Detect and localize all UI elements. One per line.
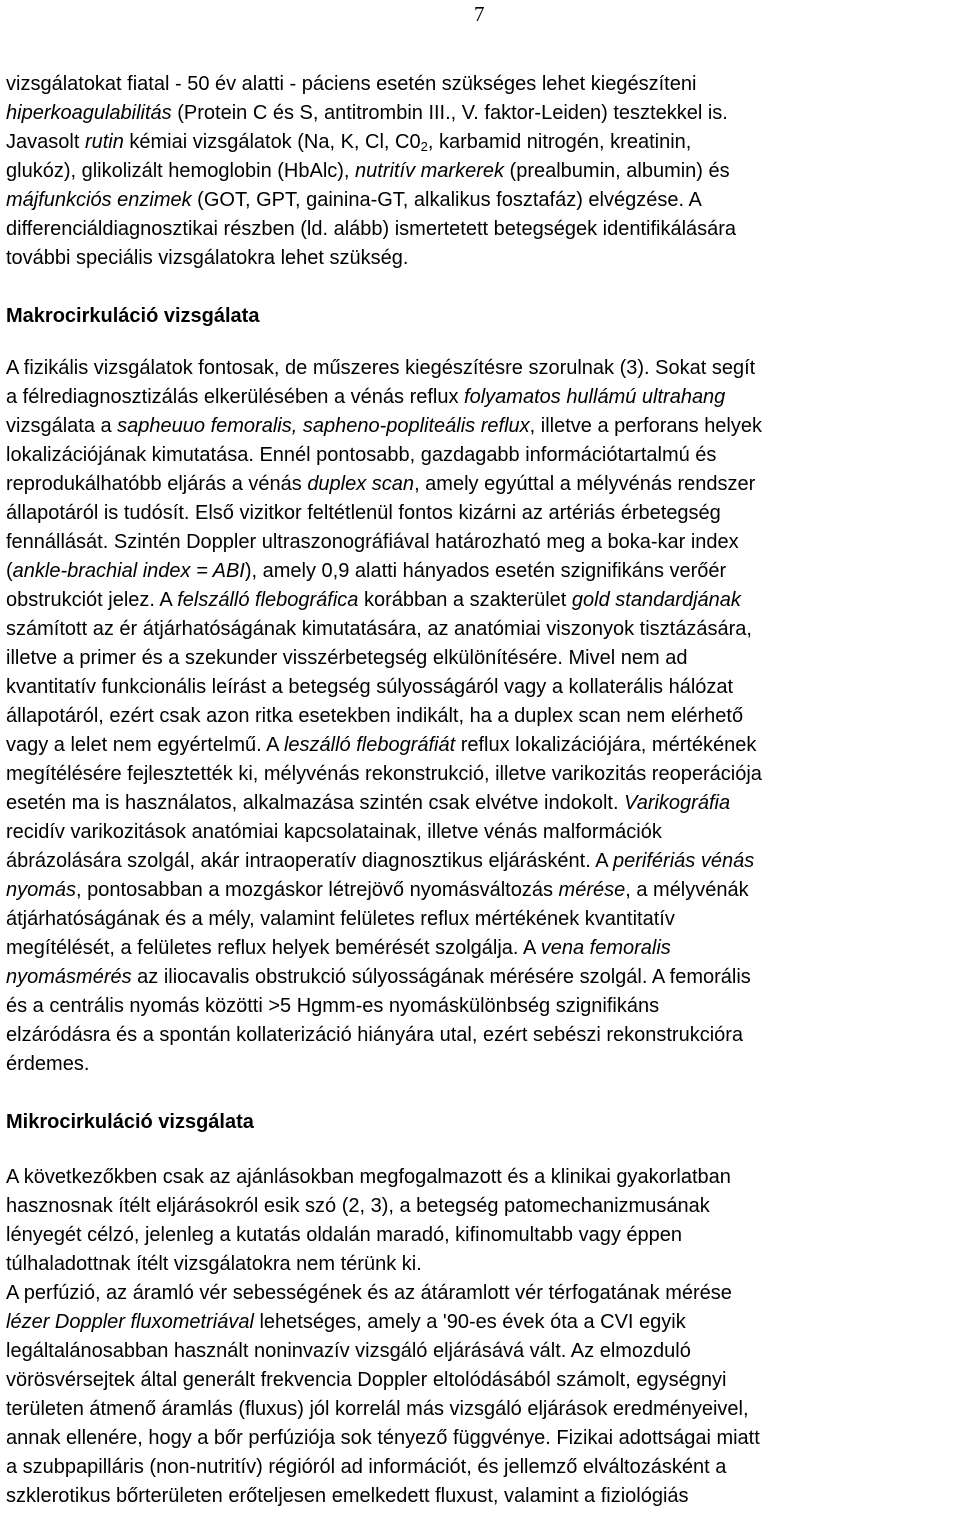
italic-text: nutritív markerek (355, 160, 504, 182)
text-line (6, 383, 958, 412)
text-span: az iliocavalis obstrukció súlyosságának mérésére szolgál. A femorális (131, 966, 751, 988)
text-span: állapotáról, ezért csak azon ritka esetekben indikált, ha a duplex scan nem elérhető (6, 705, 744, 727)
text-line (6, 557, 958, 586)
italic-text: leszálló flebográfiát (283, 734, 456, 756)
text-span: túlhaladottnak ítélt vizsgálatokra nem térünk ki. (6, 1253, 422, 1275)
text-line (6, 615, 958, 644)
text-line (6, 905, 958, 934)
text-line (6, 1021, 958, 1050)
text-span: a szubpapilláris (non-nutritív) régióról ad információt, és jellemző elváltozásként a (6, 1456, 727, 1478)
text-span: szklerotikus bőrterületen erőteljesen emelkedett fluxust, valamint a fiziológiás (6, 1485, 689, 1507)
italic-text: felszálló flebográfica (177, 589, 359, 611)
italic-text: májfunkciós enzimek (6, 189, 192, 211)
text-span: elzáródásra és a spontán kollaterizáció hiányára utal, ezért sebészi rekonstrukcióra (6, 1024, 744, 1046)
italic-text: Varikográfia (624, 792, 731, 814)
page-number: 7 (474, 2, 485, 26)
text-span: a félrediagnosztizálás elkerülésében a vénás reflux (6, 386, 465, 408)
text-span: további speciális vizsgálatokra lehet szükség. (6, 247, 409, 269)
text-line (6, 1192, 958, 1221)
text-span: illetve a primer és a szekunder visszérbetegség elkülönítésére. Mivel nem ad (6, 647, 688, 669)
text-line (6, 789, 958, 818)
text-span: A perfúzió, az áramló vér sebességének és az átáramlott vér térfogatának mérése (6, 1282, 732, 1304)
text-span: megítélését, a felületes reflux helyek bemérését szolgálja. A (6, 937, 541, 959)
document-body (6, 70, 958, 1511)
italic-text: hiperkoagulabilitás (6, 102, 172, 124)
text-line (6, 731, 958, 760)
text-line (6, 99, 958, 128)
text-line (6, 992, 958, 1021)
text-line (6, 760, 958, 789)
italic-text: mérése (558, 879, 626, 901)
text-span: (prealbumin, albumin) és (503, 160, 730, 182)
text-span: vizsgálata a (6, 415, 118, 437)
text-line (6, 1395, 958, 1424)
italic-text: vena femoralis (540, 937, 671, 959)
text-line (6, 673, 958, 702)
text-span: korábban a szakterület (358, 589, 572, 611)
text-span: vizsgálatokat fiatal - 50 év alatti - páciens esetén szükséges lehet kiegészíteni (6, 73, 697, 95)
text-span: ), amely 0,9 alatti hányados esetén szignifikáns verőér (244, 560, 727, 582)
text-span: differenciáldiagnosztikai részben (ld. alább) ismertetett betegségek identifikálására (6, 218, 737, 240)
italic-text: gold standardjának (571, 589, 741, 611)
text-line (6, 1337, 958, 1366)
text-span: érdemes. (6, 1053, 90, 1075)
text-span: kvantitatív funkcionális leírást a betegség súlyosságáról vagy a kollaterális hálózat (6, 676, 734, 698)
text-line (6, 818, 958, 847)
makrocirkulacio-paragraph (6, 354, 958, 1079)
text-line (6, 354, 958, 383)
text-span: számított az ér átjárhatóságának kimutatására, az anatómiai viszonyok tisztázására, (6, 618, 752, 640)
text-line (6, 1424, 958, 1453)
text-span: , pontosabban a mozgáskor létrejövő nyomásváltozás (76, 879, 559, 901)
text-span: és a centrális nyomás közötti >5 Hgmm-es nyomáskülönbség szignifikáns (6, 995, 660, 1017)
text-line (6, 586, 958, 615)
text-span: területen átmenő áramlás (fluxus) jól korrelál más vizsgáló eljárások eredményeivel, (6, 1398, 749, 1420)
text-line (6, 70, 958, 99)
text-span: vagy a lelet nem egyértelmű. A (6, 734, 284, 756)
subscript-text: 2 (420, 139, 428, 154)
text-span: A fizikális vizsgálatok fontosak, de műszeres kiegészítésre szorulnak (3). Sokat segít (6, 357, 756, 379)
text-line (6, 702, 958, 731)
text-span: glukóz), glikolizált hemoglobin (HbAlc), (6, 160, 356, 182)
text-span: Javasolt (6, 131, 85, 153)
italic-text: duplex scan (307, 473, 415, 495)
text-line (6, 470, 958, 499)
text-span: obstrukciót jelez. A (6, 589, 178, 611)
text-span: A következőkben csak az ajánlásokban megfogalmazott és a klinikai gyakorlatban (6, 1166, 731, 1188)
text-line (6, 1366, 958, 1395)
text-line (6, 499, 958, 528)
text-span: , amely egyúttal a mélyvénás rendszer (414, 473, 756, 495)
italic-text: nyomásmérés (6, 966, 132, 988)
text-line (6, 186, 958, 215)
text-line (6, 441, 958, 470)
text-span: , illetve a perforans helyek (529, 415, 762, 437)
text-line (6, 157, 958, 186)
text-span: lényegét célzó, jelenleg a kutatás oldalán maradó, kifinomultabb vagy éppen (6, 1224, 682, 1246)
text-span: vörösvérsejtek által generált frekvencia Doppler eltolódásából számolt, egységnyi (6, 1369, 727, 1391)
text-line (6, 847, 958, 876)
text-span: reprodukálhatóbb eljárás a vénás (6, 473, 308, 495)
italic-text: lézer Doppler fluxometriával (6, 1311, 254, 1333)
italic-text: ankle-brachial index = ABI (12, 560, 245, 582)
italic-text: rutin (84, 131, 124, 153)
text-line (6, 1250, 958, 1279)
text-span: hasznosnak ítélt eljárásokról esik szó (2, 3), a betegség patomechanizmusának (6, 1195, 710, 1217)
section-heading-mikrocirkulacio: Mikrocirkuláció vizsgálata (6, 1111, 254, 1133)
text-span: legáltalánosabban használt noninvazív vizsgáló eljárásává vált. Az elmozduló (6, 1340, 691, 1362)
text-line (6, 876, 958, 905)
text-line (6, 644, 958, 673)
text-span: kémiai vizsgálatok (Na, K, Cl, C0 (123, 131, 421, 153)
text-line (6, 1050, 958, 1079)
section-heading-makrocirkulacio: Makrocirkuláció vizsgálata (6, 305, 260, 327)
text-span: (GOT, GPT, gainina-GT, alkalikus fosztafáz) elvégzése. A (191, 189, 702, 211)
text-span: , a mélyvénák (625, 879, 749, 901)
text-span: esetén ma is használatos, alkalmazása szintén csak elvétve indokolt. (6, 792, 625, 814)
text-span: ( (6, 560, 13, 582)
text-line (6, 1453, 958, 1482)
text-line (6, 528, 958, 557)
text-span: lehetséges, amely a '90-es évek óta a CVI egyik (253, 1311, 686, 1333)
text-span: átjárhatóságának és a mély, valamint felületes reflux mértékének kvantitatív (6, 908, 675, 930)
text-span: lokalizációjának kimutatása. Ennél pontosabb, gazdagabb információtartalmú és (6, 444, 717, 466)
mikrocirkulacio-paragraph (6, 1163, 958, 1511)
italic-text: perifériás vénás (613, 850, 755, 872)
text-line (6, 128, 958, 157)
text-line (6, 215, 958, 244)
text-line (6, 963, 958, 992)
text-line (6, 1279, 958, 1308)
text-span: fennállását. Szintén Doppler ultraszonográfiával határozható meg a boka-kar index (6, 531, 739, 553)
text-span: recidív varikozitások anatómiai kapcsolatainak, illetve vénás malformációk (6, 821, 662, 843)
text-line (6, 244, 958, 273)
italic-text: nyomás (6, 879, 77, 901)
text-span: annak ellenére, hogy a bőr perfúziója sok tényező függvénye. Fizikai adottságai miatt (6, 1427, 760, 1449)
text-line (6, 1163, 958, 1192)
text-span: megítélésére fejlesztették ki, mélyvénás rekonstrukció, illetve varikozitás reoperációja (6, 763, 762, 785)
text-span: reflux lokalizációjára, mértékének (455, 734, 757, 756)
text-line (6, 1482, 958, 1511)
text-line (6, 412, 958, 441)
text-line (6, 934, 958, 963)
intro-paragraph (6, 70, 958, 273)
text-line (6, 1308, 958, 1337)
italic-text: folyamatos hullámú ultrahang (464, 386, 726, 408)
text-span: ábrázolására szolgál, akár intraoperatív diagnosztikus eljárásként. A (6, 850, 614, 872)
text-line (6, 1221, 958, 1250)
text-span: (Protein C és S, antitrombin III., V. faktor-Leiden) tesztekkel is. (171, 102, 728, 124)
text-span: állapotáról is tudósít. Első vizitkor feltétlenül fontos kizárni az artériás érbetegség (6, 502, 721, 524)
italic-text: sapheuuo femoralis, sapheno-popliteális reflux (117, 415, 530, 437)
text-span: , karbamid nitrogén, kreatinin, (427, 131, 692, 153)
